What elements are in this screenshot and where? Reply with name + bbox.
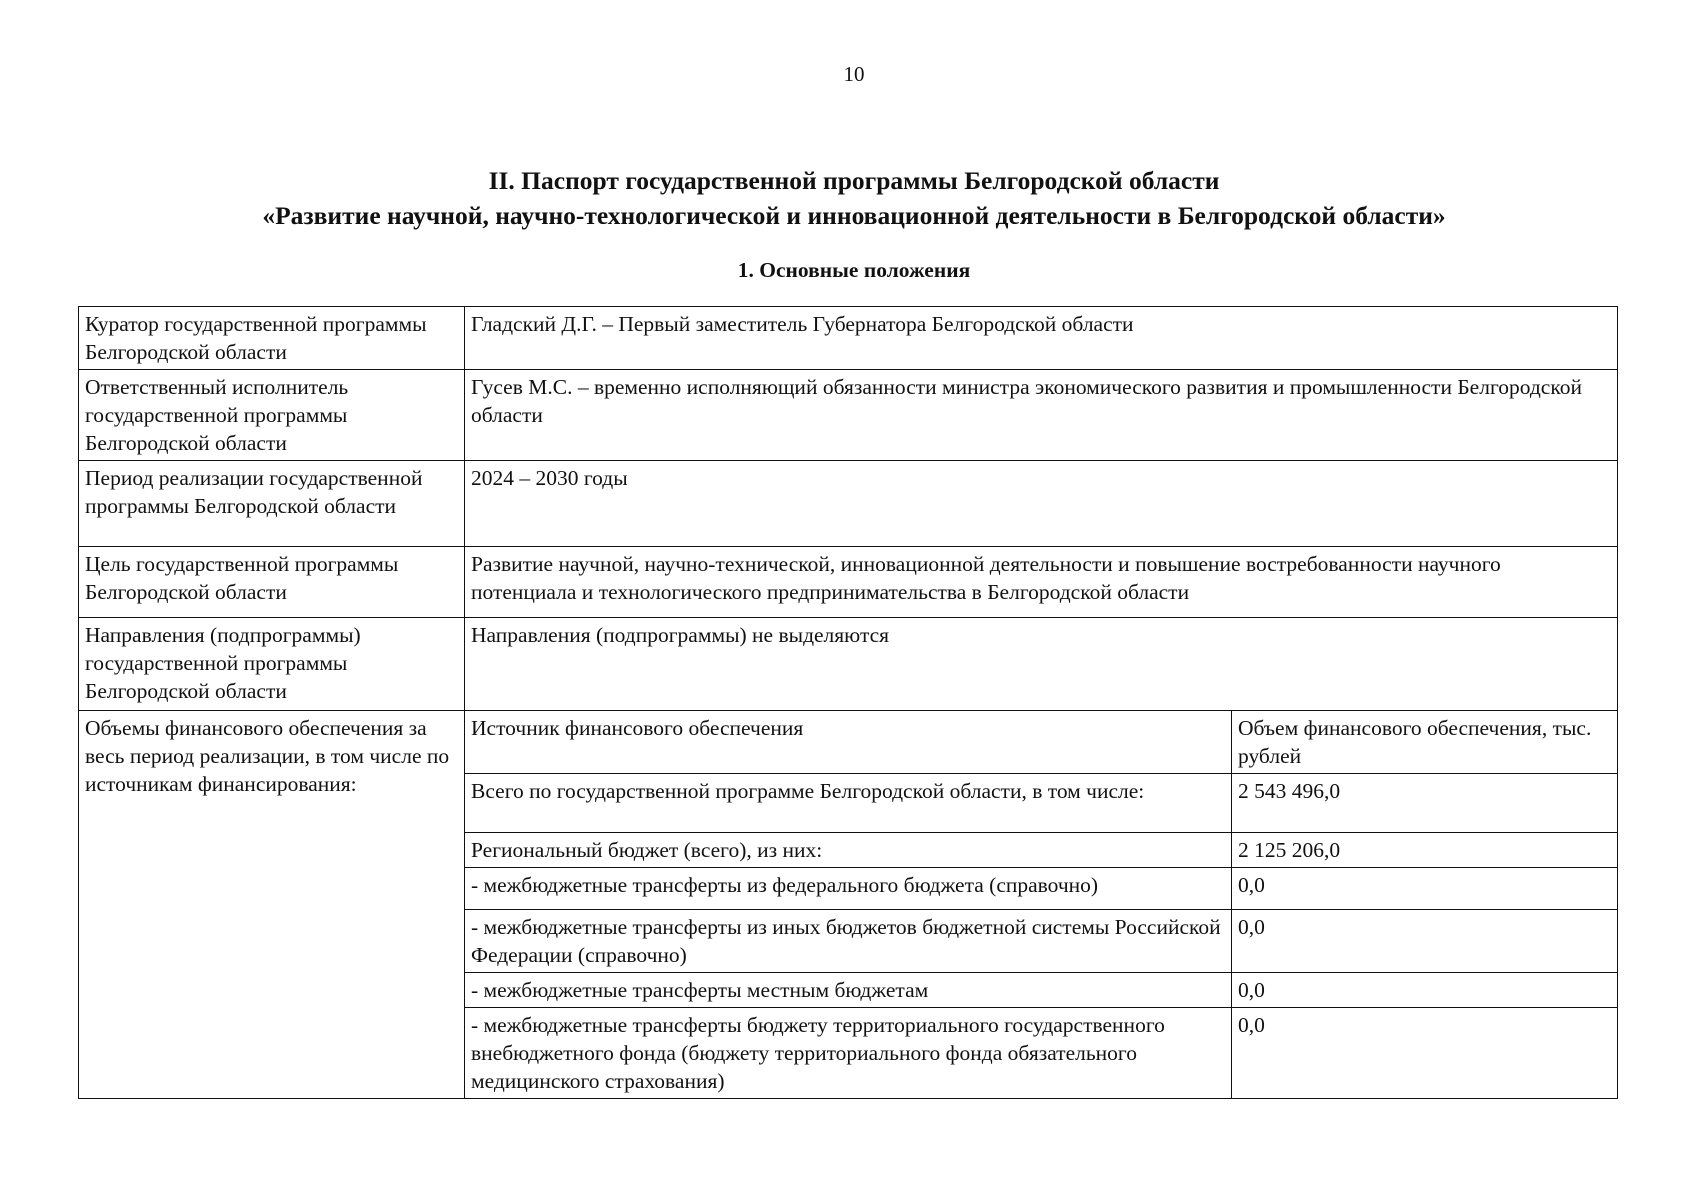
table-row <box>79 618 1618 711</box>
financing-value: 0,0 <box>1232 973 1618 1008</box>
financing-label: Объемы финансового обеспечения за весь период реализации, в том числе по источникам финансирования: <box>79 711 465 1099</box>
financing-source: - межбюджетные трансферты из иных бюджетов бюджетной системы Российской Федерации (справочно) <box>465 910 1232 973</box>
table-row <box>79 370 1618 461</box>
row-label-goal: Цель государственной программы Белгородской области <box>79 547 465 618</box>
financing-header-row <box>79 711 1618 774</box>
document-title <box>0 163 1708 233</box>
row-label-period: Период реализации государственной программы Белгородской области <box>79 461 465 547</box>
table-row <box>79 307 1618 370</box>
financing-source: Всего по государственной программе Белгородской области, в том числе: <box>465 774 1232 833</box>
row-label-curator: Куратор государственной программы Белгородской области <box>79 307 465 370</box>
row-value-directions: Направления (подпрограммы) не выделяются <box>465 618 1618 711</box>
financing-value: 0,0 <box>1232 1008 1618 1099</box>
financing-source: - межбюджетные трансферты местным бюджетам <box>465 973 1232 1008</box>
page-number: 10 <box>843 62 865 86</box>
financing-source: Региональный бюджет (всего), из них: <box>465 833 1232 868</box>
row-label-executor: Ответственный исполнитель государственной программы Белгородской области <box>79 370 465 461</box>
row-value-executor: Гусев М.С. – временно исполняющий обязанности министра экономического развития и промышленности Белгородской области <box>465 370 1618 461</box>
table-row <box>79 547 1618 618</box>
title-line-2: «Развитие научной, научно-технологической и инновационной деятельности в Белгородской области» <box>262 201 1446 230</box>
row-value-curator: Гладский Д.Г. – Первый заместитель Губернатора Белгородской области <box>465 307 1618 370</box>
row-label-directions: Направления (подпрограммы) государственной программы Белгородской области <box>79 618 465 711</box>
table-row <box>79 461 1618 547</box>
row-value-period: 2024 – 2030 годы <box>465 461 1618 547</box>
financing-source: - межбюджетные трансферты бюджету территориального государственного внебюджетного фонда (бюджету территориального фонда обязательного медицинского страхования) <box>465 1008 1232 1099</box>
passport-table <box>78 306 1618 1099</box>
financing-value: 0,0 <box>1232 910 1618 973</box>
row-value-goal: Развитие научной, научно-технической, инновационной деятельности и повышение востребованности научного потенциала и технологического предпринимательства в Белгородской области <box>465 547 1618 618</box>
financing-value: 0,0 <box>1232 868 1618 910</box>
title-line-1: II. Паспорт государственной программы Белгородской области <box>488 166 1220 195</box>
financing-value: 2 543 496,0 <box>1232 774 1618 833</box>
financing-value: 2 125 206,0 <box>1232 833 1618 868</box>
financing-header-source: Источник финансового обеспечения <box>465 711 1232 774</box>
financing-source: - межбюджетные трансферты из федерального бюджета (справочно) <box>465 868 1232 910</box>
section-heading: 1. Основные положения <box>737 258 971 282</box>
financing-header-value: Объем финансового обеспечения, тыс. рублей <box>1232 711 1618 774</box>
